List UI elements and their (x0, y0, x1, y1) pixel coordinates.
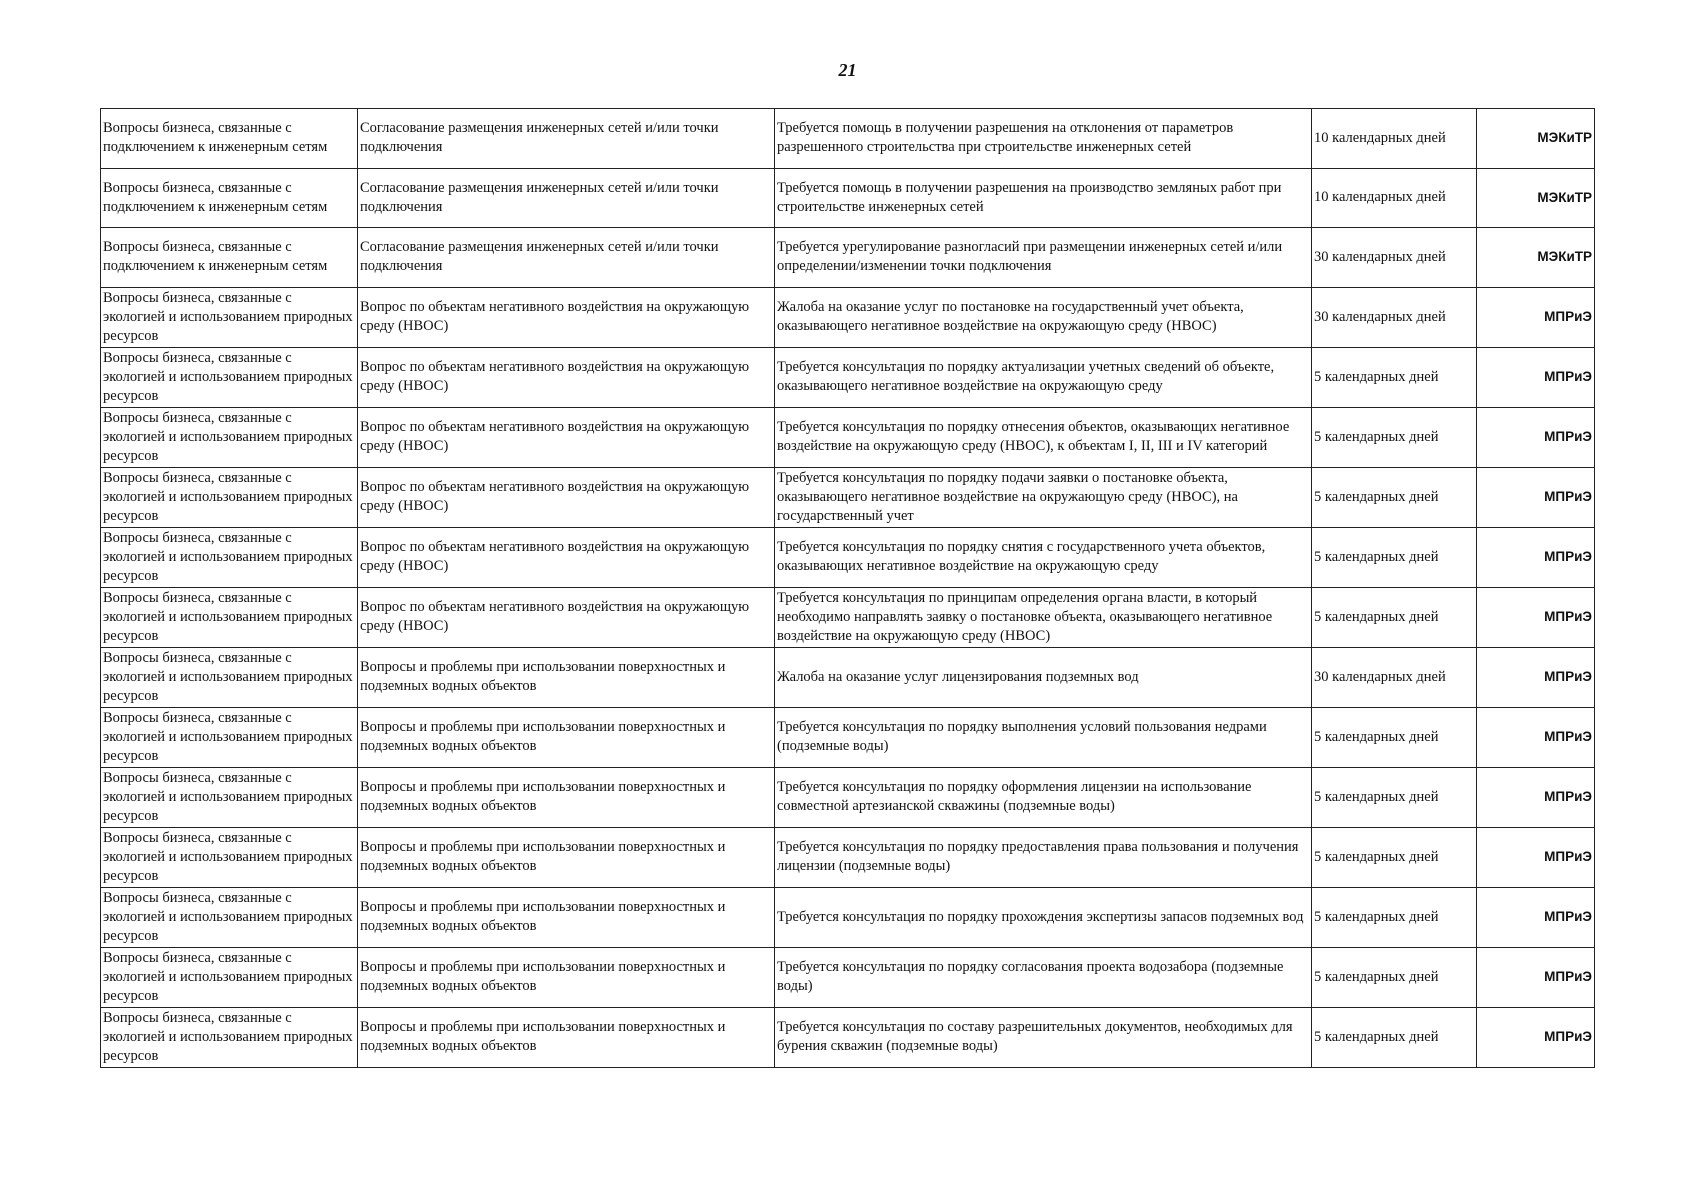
table-row (101, 707, 1595, 767)
table-row (101, 947, 1595, 1007)
request-cell: Требуется урегулирование разногласий при размещении инженерных сетей и/или определении/изменении точки подключения (775, 228, 1312, 288)
term-cell: 5 календарных дней (1312, 707, 1477, 767)
request-cell: Требуется консультация по порядку прохождения экспертизы запасов подземных вод (775, 887, 1312, 947)
term-cell: 5 календарных дней (1312, 1007, 1477, 1067)
topic-cell: Вопрос по объектам негативного воздействия на окружающую среду (НВОС) (358, 527, 775, 587)
request-cell: Жалоба на оказание услуг лицензирования подземных вод (775, 647, 1312, 707)
request-cell: Требуется консультация по порядку выполнения условий пользования недрами (подземные воды) (775, 707, 1312, 767)
table-row (101, 1007, 1595, 1067)
request-cell: Требуется консультация по порядку подачи заявки о постановке объекта, оказывающего негативное воздействие на окружающую среду (НВОС), на государственный учет (775, 467, 1312, 527)
term-cell: 30 календарных дней (1312, 647, 1477, 707)
topic-cell: Вопросы и проблемы при использовании поверхностных и подземных водных объектов (358, 647, 775, 707)
category-cell: Вопросы бизнеса, связанные с экологией и использованием природных ресурсов (101, 347, 358, 407)
department-cell: МПРиЭ (1477, 887, 1595, 947)
category-cell: Вопросы бизнеса, связанные с экологией и использованием природных ресурсов (101, 647, 358, 707)
table-row (101, 168, 1595, 228)
category-cell: Вопросы бизнеса, связанные с подключением к инженерным сетям (101, 168, 358, 228)
topic-cell: Вопрос по объектам негативного воздействия на окружающую среду (НВОС) (358, 407, 775, 467)
request-cell: Требуется консультация по принципам определения органа власти, в который необходимо направлять заявку о постановке объекта, оказывающего негативное воздействие на окружающую среду (НВОС) (775, 587, 1312, 647)
department-cell: МПРиЭ (1477, 467, 1595, 527)
term-cell: 5 календарных дней (1312, 587, 1477, 647)
table-row (101, 467, 1595, 527)
term-cell: 5 календарных дней (1312, 467, 1477, 527)
request-cell: Требуется консультация по составу разрешительных документов, необходимых для бурения скважин (подземные воды) (775, 1007, 1312, 1067)
term-cell: 5 календарных дней (1312, 947, 1477, 1007)
category-cell: Вопросы бизнеса, связанные с экологией и использованием природных ресурсов (101, 467, 358, 527)
request-cell: Требуется консультация по порядку актуализации учетных сведений об объекте, оказывающего негативное воздействие на окружающую среду (775, 347, 1312, 407)
department-cell: МПРиЭ (1477, 287, 1595, 347)
term-cell: 30 календарных дней (1312, 287, 1477, 347)
topic-cell: Вопрос по объектам негативного воздействия на окружающую среду (НВОС) (358, 467, 775, 527)
department-cell: МЭКиТР (1477, 168, 1595, 228)
table-body (101, 109, 1595, 1068)
category-cell: Вопросы бизнеса, связанные с экологией и использованием природных ресурсов (101, 767, 358, 827)
category-cell: Вопросы бизнеса, связанные с экологией и использованием природных ресурсов (101, 827, 358, 887)
category-cell: Вопросы бизнеса, связанные с подключением к инженерным сетям (101, 228, 358, 288)
term-cell: 10 календарных дней (1312, 109, 1477, 169)
category-cell: Вопросы бизнеса, связанные с экологией и использованием природных ресурсов (101, 887, 358, 947)
department-cell: МПРиЭ (1477, 947, 1595, 1007)
table-row (101, 767, 1595, 827)
page-number: 21 (838, 60, 857, 80)
term-cell: 5 календарных дней (1312, 827, 1477, 887)
category-cell: Вопросы бизнеса, связанные с экологией и использованием природных ресурсов (101, 947, 358, 1007)
term-cell: 5 календарных дней (1312, 767, 1477, 827)
table-row (101, 109, 1595, 169)
term-cell: 5 календарных дней (1312, 527, 1477, 587)
table-row (101, 407, 1595, 467)
term-cell: 5 календарных дней (1312, 347, 1477, 407)
table-row (101, 827, 1595, 887)
topic-cell: Согласование размещения инженерных сетей и/или точки подключения (358, 228, 775, 288)
department-cell: МЭКиТР (1477, 109, 1595, 169)
category-cell: Вопросы бизнеса, связанные с экологией и использованием природных ресурсов (101, 707, 358, 767)
table-row (101, 287, 1595, 347)
request-cell: Жалоба на оказание услуг по постановке на государственный учет объекта, оказывающего негативное воздействие на окружающую среду (НВОС) (775, 287, 1312, 347)
topic-cell: Вопросы и проблемы при использовании поверхностных и подземных водных объектов (358, 827, 775, 887)
department-cell: МПРиЭ (1477, 347, 1595, 407)
department-cell: МПРиЭ (1477, 1007, 1595, 1067)
request-cell: Требуется помощь в получении разрешения на отклонения от параметров разрешенного строительства при строительстве инженерных сетей (775, 109, 1312, 169)
term-cell: 30 календарных дней (1312, 228, 1477, 288)
request-cell: Требуется консультация по порядку согласования проекта водозабора (подземные воды) (775, 947, 1312, 1007)
topic-cell: Вопрос по объектам негативного воздействия на окружающую среду (НВОС) (358, 287, 775, 347)
topic-cell: Вопросы и проблемы при использовании поверхностных и подземных водных объектов (358, 887, 775, 947)
department-cell: МПРиЭ (1477, 407, 1595, 467)
department-cell: МПРиЭ (1477, 827, 1595, 887)
category-cell: Вопросы бизнеса, связанные с экологией и использованием природных ресурсов (101, 287, 358, 347)
department-cell: МПРиЭ (1477, 647, 1595, 707)
category-cell: Вопросы бизнеса, связанные с экологией и использованием природных ресурсов (101, 407, 358, 467)
department-cell: МЭКиТР (1477, 228, 1595, 288)
topic-cell: Вопросы и проблемы при использовании поверхностных и подземных водных объектов (358, 1007, 775, 1067)
topic-cell: Согласование размещения инженерных сетей и/или точки подключения (358, 168, 775, 228)
table-row (101, 887, 1595, 947)
table-row (101, 647, 1595, 707)
department-cell: МПРиЭ (1477, 707, 1595, 767)
topic-cell: Вопрос по объектам негативного воздействия на окружающую среду (НВОС) (358, 587, 775, 647)
department-cell: МПРиЭ (1477, 527, 1595, 587)
term-cell: 10 календарных дней (1312, 168, 1477, 228)
category-cell: Вопросы бизнеса, связанные с подключением к инженерным сетям (101, 109, 358, 169)
topic-cell: Вопросы и проблемы при использовании поверхностных и подземных водных объектов (358, 707, 775, 767)
department-cell: МПРиЭ (1477, 587, 1595, 647)
term-cell: 5 календарных дней (1312, 887, 1477, 947)
topic-cell: Вопросы и проблемы при использовании поверхностных и подземных водных объектов (358, 947, 775, 1007)
request-cell: Требуется помощь в получении разрешения на производство земляных работ при строительстве инженерных сетей (775, 168, 1312, 228)
category-cell: Вопросы бизнеса, связанные с экологией и использованием природных ресурсов (101, 1007, 358, 1067)
table-row (101, 347, 1595, 407)
request-cell: Требуется консультация по порядку предоставления права пользования и получения лицензии (подземные воды) (775, 827, 1312, 887)
table-row (101, 527, 1595, 587)
request-cell: Требуется консультация по порядку оформления лицензии на использование совместной артезианской скважины (подземные воды) (775, 767, 1312, 827)
table-row (101, 587, 1595, 647)
category-cell: Вопросы бизнеса, связанные с экологией и использованием природных ресурсов (101, 527, 358, 587)
category-cell: Вопросы бизнеса, связанные с экологией и использованием природных ресурсов (101, 587, 358, 647)
topic-cell: Согласование размещения инженерных сетей и/или точки подключения (358, 109, 775, 169)
services-table (100, 108, 1595, 1068)
request-cell: Требуется консультация по порядку отнесения объектов, оказывающих негативное воздействие на окружающую среду (НВОС), к объектам I, II, III и IV категорий (775, 407, 1312, 467)
topic-cell: Вопросы и проблемы при использовании поверхностных и подземных водных объектов (358, 767, 775, 827)
department-cell: МПРиЭ (1477, 767, 1595, 827)
topic-cell: Вопрос по объектам негативного воздействия на окружающую среду (НВОС) (358, 347, 775, 407)
request-cell: Требуется консультация по порядку снятия с государственного учета объектов, оказывающих негативное воздействие на окружающую среду (775, 527, 1312, 587)
table-row (101, 228, 1595, 288)
term-cell: 5 календарных дней (1312, 407, 1477, 467)
